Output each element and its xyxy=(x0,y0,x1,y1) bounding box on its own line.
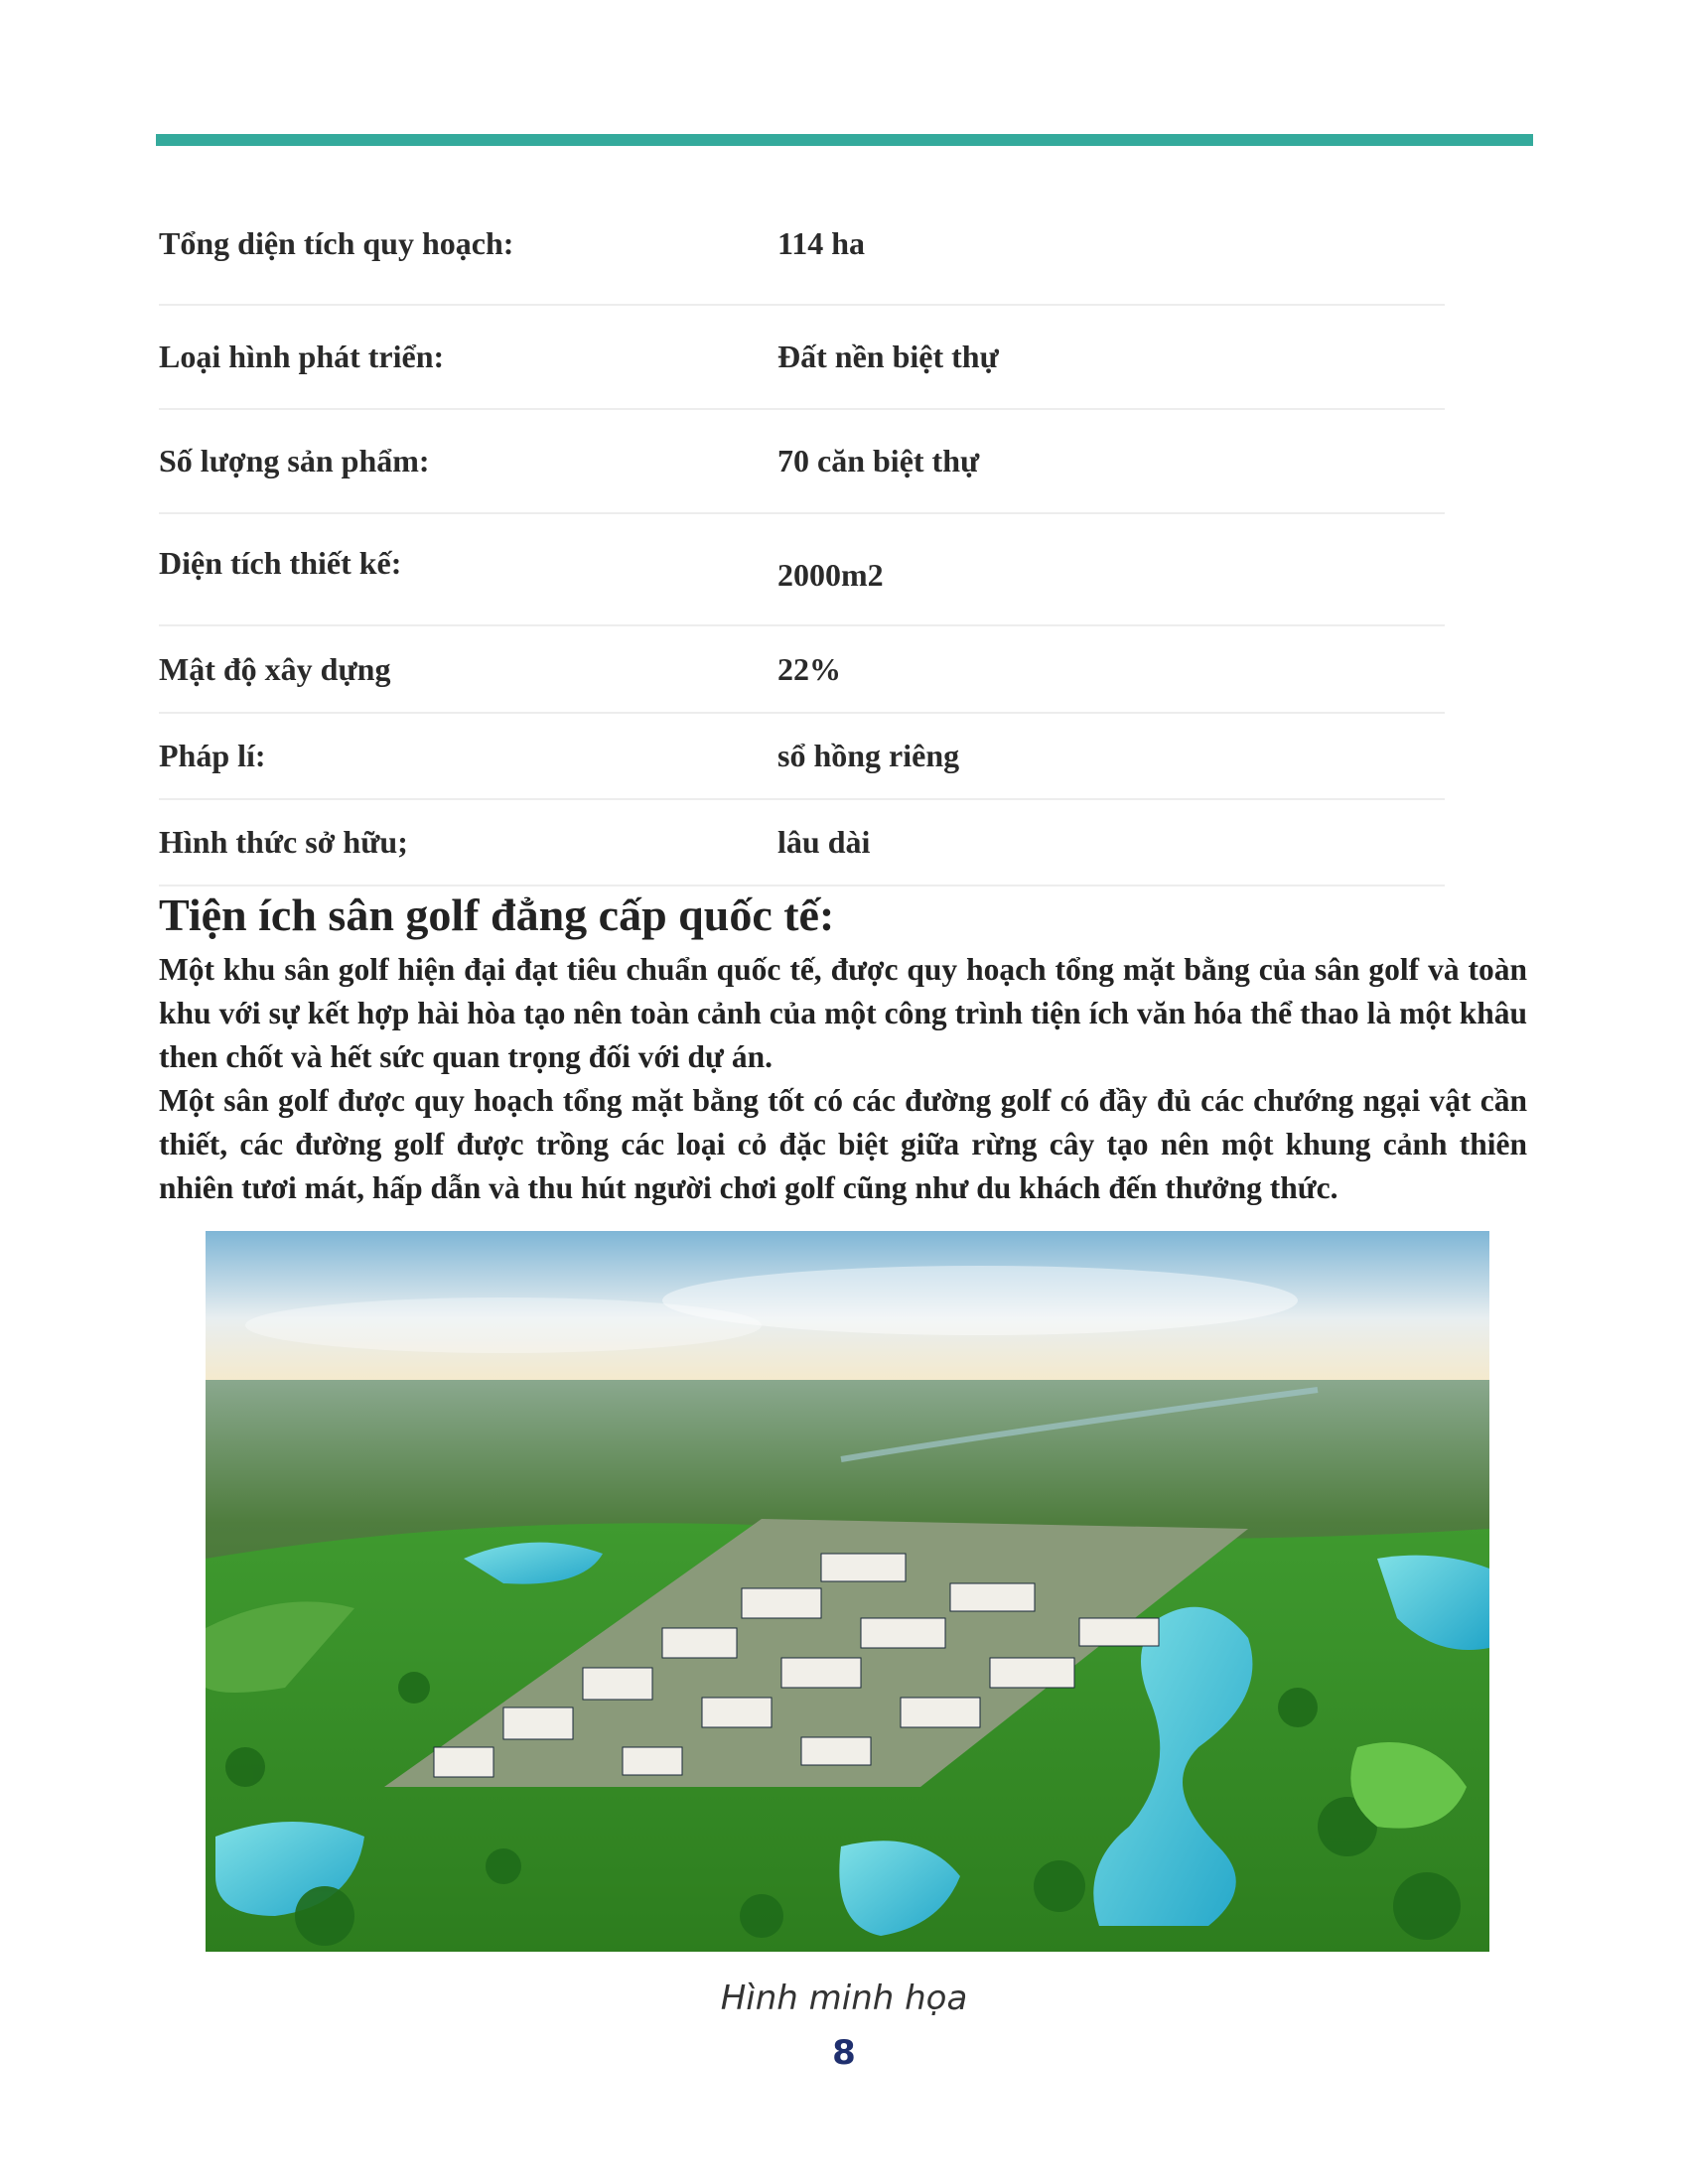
project-spec-table xyxy=(159,184,1445,887)
header-accent-bar xyxy=(156,134,1533,146)
spec-row-building-density xyxy=(159,626,1445,714)
page-number: 8 xyxy=(832,2033,856,2073)
spec-row-product-count xyxy=(159,410,1445,514)
aerial-golf-resort-illustration xyxy=(206,1231,1489,1952)
spec-value: 2000m2 xyxy=(777,557,884,593)
figure-caption: Hình minh họa xyxy=(720,1979,968,2018)
spec-row-total-area xyxy=(159,184,1445,306)
spec-row-legal-status xyxy=(159,714,1445,800)
spec-row-development-type xyxy=(159,306,1445,410)
section-body xyxy=(159,948,1527,1210)
paragraph: Một sân golf được quy hoạch tổng mặt bằng tốt có các đường golf có đầy đủ các chướng ngại vật cần thiết, các đường golf được trồng các loại cỏ đặc biệt giữa rừng cây tạo nên một khung cảnh thiên nhiên tươi mát, hấp dẫn và thu hút người chơi golf cũng như du khách đến thưởng thức. xyxy=(159,1083,1527,1205)
spec-label: Tổng diện tích quy hoạch: xyxy=(159,225,514,261)
spec-label: Diện tích thiết kế: xyxy=(159,545,402,581)
spec-value: sổ hồng riêng xyxy=(777,738,960,773)
spec-row-design-area xyxy=(159,514,1445,626)
spec-value: 114 ha xyxy=(777,225,866,261)
spec-value: 22% xyxy=(777,650,841,687)
spec-value: 70 căn biệt thự xyxy=(777,443,980,478)
section-heading: Tiện ích sân golf đẳng cấp quốc tế: xyxy=(159,889,835,940)
spec-row-ownership xyxy=(159,800,1445,887)
spec-label: Số lượng sản phẩm: xyxy=(159,443,430,478)
spec-value: lâu dài xyxy=(777,824,871,860)
paragraph: Một khu sân golf hiện đại đạt tiêu chuẩn quốc tế, được quy hoạch tổng mặt bằng của sân golf và toàn khu với sự kết hợp hài hòa tạo nên toàn cảnh của một công trình tiện ích văn hóa thể thao là một khâu then chốt và hết sức quan trọng đối với dự án. xyxy=(159,952,1527,1074)
spec-label: Pháp lí: xyxy=(159,738,266,773)
spec-label: Hình thức sở hữu; xyxy=(159,824,408,860)
spec-label: Loại hình phát triển: xyxy=(159,339,445,374)
spec-value: Đất nền biệt thự xyxy=(777,339,999,374)
spec-label: Mật độ xây dựng xyxy=(159,650,391,687)
